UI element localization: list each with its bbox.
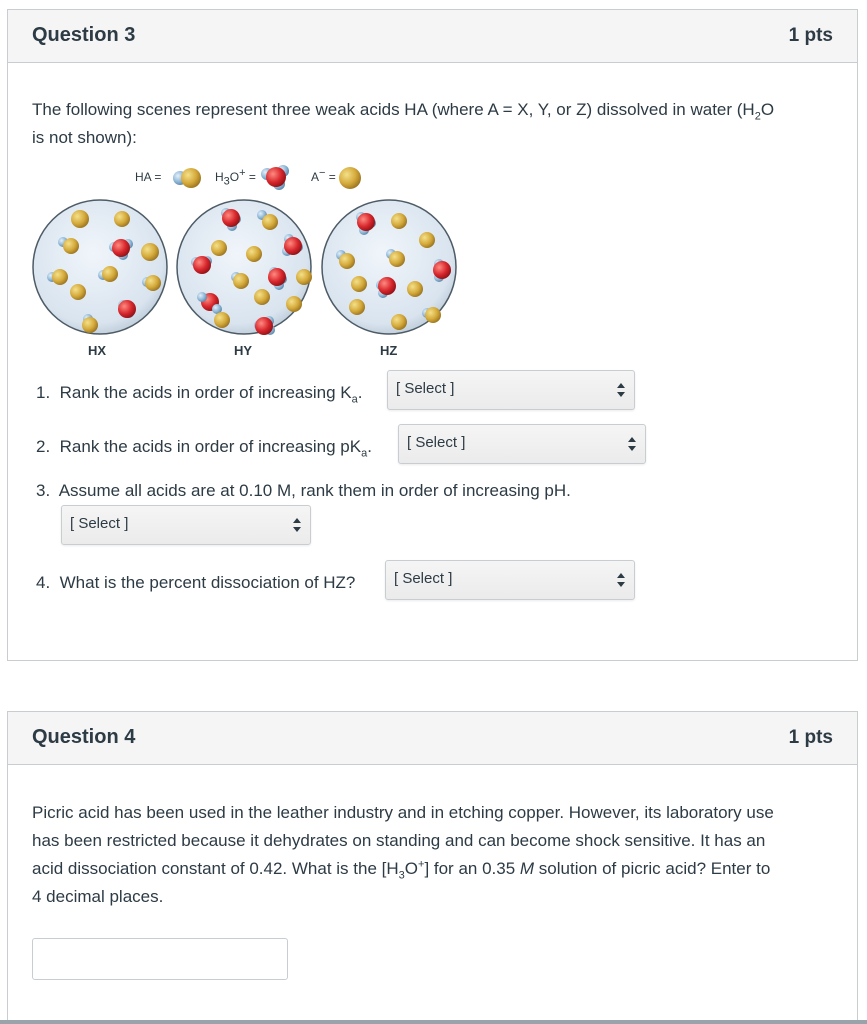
legend-h3o-sub: 3 <box>223 175 230 188</box>
question-4-title: Question 4 <box>32 726 136 748</box>
question-3-header <box>8 10 857 63</box>
q4-line3-sub: 3 <box>398 869 405 882</box>
item-number: 1. <box>36 383 51 402</box>
q4-line3-sup: + <box>418 858 425 871</box>
legend-h3o-h: H <box>215 170 224 184</box>
item-number: 2. <box>36 437 51 456</box>
intro-sub: 2 <box>754 110 761 123</box>
item-text: Rank the acids in order of increasing K <box>59 383 352 402</box>
scene-label-hx: HX <box>88 343 107 358</box>
percent-dissociation-select[interactable] <box>385 560 635 600</box>
item-text: What is the percent dissociation of HZ? <box>59 573 356 592</box>
select-value: [ Select ] <box>394 570 453 587</box>
select-value: [ Select ] <box>70 515 129 532</box>
question-3-title: Question 3 <box>32 24 136 46</box>
item-sub: a <box>351 393 358 406</box>
intro-text-end: O <box>760 100 775 119</box>
rank-ph-select[interactable] <box>61 505 311 545</box>
question-4-card <box>7 711 858 1023</box>
question-3-item-3 <box>36 481 571 501</box>
scene-hy-beaker <box>174 197 314 337</box>
intro-line2: is not shown): <box>32 128 137 147</box>
scene-label-hy: HY <box>234 343 253 358</box>
item-text-end: . <box>357 383 363 402</box>
legend-h3o <box>215 167 256 188</box>
item-text-end: . <box>367 437 372 456</box>
a-anion-icon <box>337 165 363 191</box>
q4-line2: has been restricted because it dehydrates on standing and can become shock sensitive. It has an <box>32 831 766 850</box>
legend-h3o-o: O <box>229 170 240 184</box>
item-number: 4. <box>36 573 51 592</box>
select-arrows-icon <box>628 437 636 451</box>
legend-a <box>311 167 336 184</box>
question-3-item-1 <box>36 383 363 406</box>
item-text: Rank the acids in order of increasing pK <box>59 437 362 456</box>
q4-line3-c: ] for an 0.35 <box>424 859 520 878</box>
q4-line3-italic: M <box>519 859 535 878</box>
question-4-points: 1 pts <box>788 727 833 748</box>
legend-h3o-sup: + <box>239 167 246 179</box>
item-sub: a <box>361 447 368 460</box>
legend-ha <box>135 170 161 184</box>
select-arrows-icon <box>293 518 301 532</box>
scene-hz-beaker <box>319 197 459 337</box>
legend-a-eq: = <box>325 170 336 184</box>
legend-ha-label: HA = <box>135 170 162 184</box>
item-text: Assume all acids are at 0.10 M, rank them in order of increasing pH. <box>58 481 571 500</box>
question-3-points: 1 pts <box>788 25 833 46</box>
question-3-intro <box>32 96 842 152</box>
intro-text: The following scenes represent three weak acids HA (where A = X, Y, or Z) dissolved in water (H <box>32 100 755 119</box>
scene-hx-beaker <box>30 197 170 337</box>
question-3-item-4 <box>36 573 355 593</box>
q4-line1: Picric acid has been used in the leather industry and in etching copper. However, its laboratory use <box>32 803 774 822</box>
select-arrows-icon <box>617 383 625 397</box>
legend-a-label: A <box>311 170 320 184</box>
answer-input[interactable] <box>32 938 288 980</box>
item-number: 3. <box>36 481 51 500</box>
question-3-item-2 <box>36 437 372 460</box>
rank-ka-select[interactable] <box>387 370 635 410</box>
ha-molecule-icon <box>168 165 204 191</box>
q4-line3-o: O <box>404 859 418 878</box>
scene-label-hz: HZ <box>380 343 398 358</box>
legend-h3o-eq: = <box>245 170 256 184</box>
q4-line3: acid dissociation constant of 0.42. What is the [H <box>32 859 399 878</box>
legend-a-sup: − <box>319 167 326 179</box>
q4-line3-d: solution of picric acid? Enter to <box>534 859 771 878</box>
h3o-molecule-icon <box>259 162 293 192</box>
question-4-text <box>32 799 847 911</box>
question-3-card <box>7 9 858 661</box>
question-4-header <box>8 712 857 765</box>
select-value: [ Select ] <box>407 434 466 451</box>
q4-line4: 4 decimal places. <box>32 887 164 906</box>
rank-pka-select[interactable] <box>398 424 646 464</box>
select-arrows-icon <box>617 573 625 587</box>
bottom-border <box>0 1020 867 1024</box>
select-value: [ Select ] <box>396 380 455 397</box>
